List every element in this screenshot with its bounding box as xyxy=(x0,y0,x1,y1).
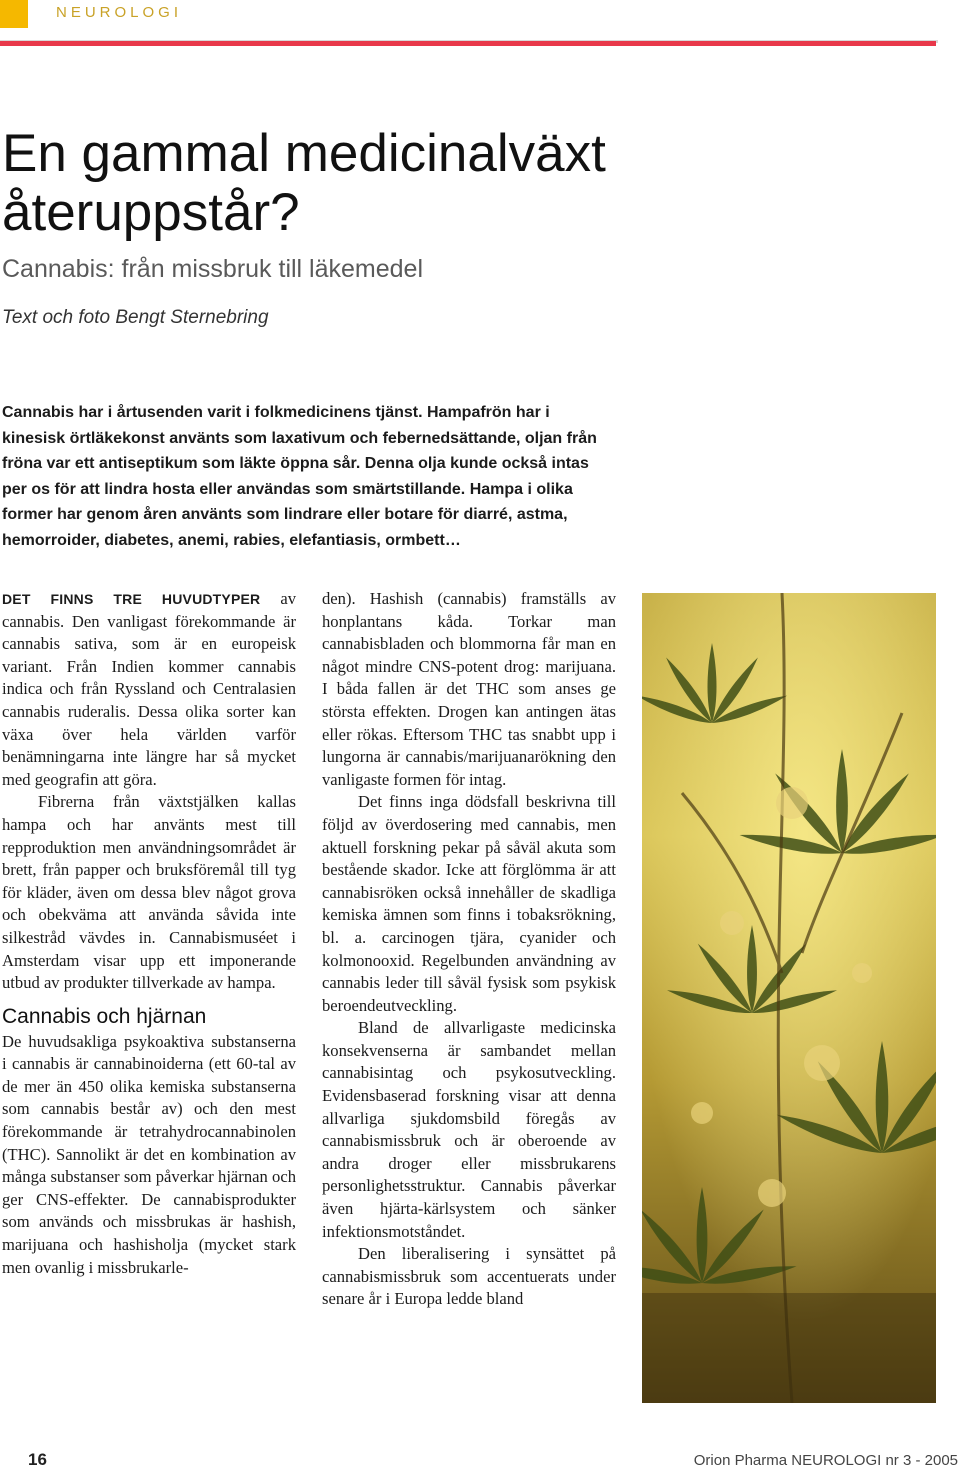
header-rule xyxy=(0,41,936,46)
column-left xyxy=(2,588,296,1279)
paragraph: Det finns inga dödsfall beskrivna till följd av överdosering med cannabis, men aktuell forskning pekar på såväl akuta som bestående skador. Icke att förglömma är att cannabisröken också innehåller de skadliga kemiska ämnen som finns i tobaksrökning, bl. a. carcinogen tjära, cyanider och kolmonooxid. Regelbunden användning av cannabis leder till såväl fysisk som psykisk beroendeutveckling. xyxy=(322,792,616,1015)
article-title: En gammal medicinalväxt återuppstår? xyxy=(2,124,606,242)
paragraph: De huvudsakliga psykoaktiva substanserna i cannabis är cannabinoiderna (ett 60-tal av de mer än 450 olika kemiska substanserna som cannabis består av) och den mest förekommande är tetrahydrocannabinolen (THC). Sannolikt är det en kombination av många substanser som påverkar hjärnan och ger CNS-effekter. De cannabisprodukter som används och missbrukas är hashish, marijuana och hashisholja (mycket stark men ovanlig i missbrukarle- xyxy=(2,1031,296,1277)
cannabis-plant-photo xyxy=(642,593,936,1403)
article-lead: Cannabis har i årtusenden varit i folkmedicinens tjänst. Hampafrön har i kinesisk örtläkekonst använts som laxativum och febernedsättande, oljan från fröna var ett antiseptikum som läkte öppna sår. Denna olja kunde också intas per os för att lindra hosta eller användas som smärtstillande. Hampa i olika former har genom åren använts som lindrare eller botare för diarré, astma, hemorroider, diabetes, anemi, rabies, elefantiasis, ormbett… xyxy=(2,404,597,549)
section-color-marker xyxy=(0,0,28,28)
publication-footer: Orion Pharma NEUROLOGI nr 3 - 2005 xyxy=(693,1452,958,1469)
section-heading: Cannabis och hjärnan xyxy=(2,1004,207,1028)
article-byline: Text och foto Bengt Sternebring xyxy=(2,307,269,328)
paragraph: Den liberalisering i synsättet på cannabismissbruk som accentuerats under senare år i Europa ledde bland xyxy=(322,1244,616,1309)
paragraph-lead-in: DET FINNS TRE HUVUDTYPER xyxy=(2,591,261,607)
column-middle xyxy=(322,588,616,1311)
paragraph: Bland de allvarligaste medicinska konsekvenserna är sambandet mellan cannabisintag och psykosutveckling. Evidensbaserad forskning visar att denna allvarliga sjukdomsbild föregås av cannabismissbruk och är oberoende av andra droger eller missbrukarens personlighetsstruktur. Cannabis påverkar även hjärta-kärlsystem och sänker infektionsmotståndet. xyxy=(322,1018,616,1241)
section-label: NEUROLOGI xyxy=(56,4,183,21)
paragraph: Fibrerna från växtstjälken kallas hampa och har använts mest till repproduktion men användningsområdet är brett, från papper och bruksföremål till tyg för kläder, även om dessa blev något grova och obekväma att använda såvida inte silkestråd vävdes in. Cannabismuséet i Amsterdam visar upp ett imponerande utbud av produkter tillverkade av hampa. xyxy=(2,792,296,993)
paragraph-text: av cannabis. Den vanligast förekommande är cannabis sativa, som är en europeisk variant. Från Indien kommer cannabis indica och från Ryssland och Centralasien cannabis ruderalis. Dessa olika sorter kan växa över hela världen varför benämningarna inte längre har så mycket med geografin att göra. xyxy=(2,589,296,789)
paragraph xyxy=(2,588,296,791)
page-number: 16 xyxy=(28,1450,47,1469)
paragraph: den). Hashish (cannabis) framställs av honplantans kåda. Torkar man cannabisbladen och blommorna får man en något mindre CNS-potent drog: marijuana. I båda fallen är det THC som anses ge största effekten. Drogen kan antingen ätas eller rökas. Eftersom THC tas snabbt upp i lungorna är cannabis/marijuanarökning den vanligaste formen för intag. xyxy=(322,589,616,789)
article-subtitle: Cannabis: från missbruk till läkemedel xyxy=(2,255,424,283)
